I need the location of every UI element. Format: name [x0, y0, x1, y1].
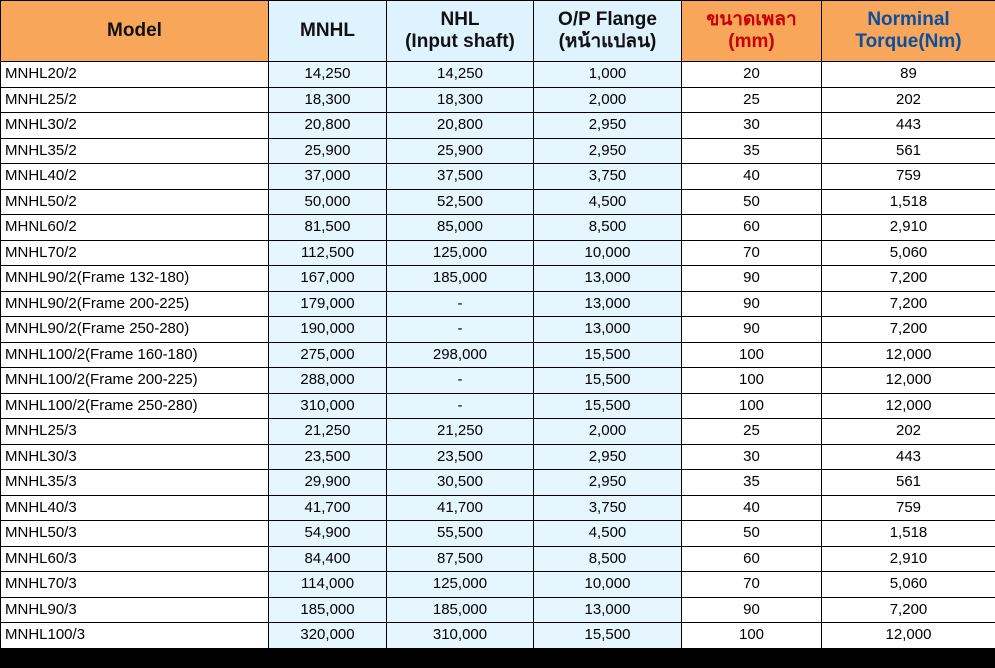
table-row	[1, 87, 995, 113]
table-row	[1, 470, 995, 496]
cell-model: MNHL30/3	[1, 444, 269, 470]
cell-model: MNHL50/2	[1, 189, 269, 215]
cell-mnhl: 288,000	[269, 368, 387, 394]
cell-nhl: 185,000	[387, 266, 534, 292]
table-row	[1, 113, 995, 139]
cell-flange: 13,000	[534, 597, 682, 623]
cell-flange: 1,000	[534, 62, 682, 88]
cell-nhl: 125,000	[387, 240, 534, 266]
cell-shaft-size: 100	[682, 623, 822, 649]
cell-model: MNHL40/3	[1, 495, 269, 521]
cell-mnhl: 112,500	[269, 240, 387, 266]
cell-model: MNHL25/2	[1, 87, 269, 113]
cell-flange: 2,950	[534, 444, 682, 470]
cell-mnhl: 275,000	[269, 342, 387, 368]
cell-torque: 12,000	[822, 393, 995, 419]
cell-mnhl: 25,900	[269, 138, 387, 164]
header-mnhl-label: MNHL	[300, 20, 355, 41]
cell-mnhl: 21,250	[269, 419, 387, 445]
cell-shaft-size: 90	[682, 266, 822, 292]
table-row	[1, 623, 995, 649]
cell-model: MNHL100/2(Frame 250-280)	[1, 393, 269, 419]
cell-nhl: 55,500	[387, 521, 534, 547]
cell-nhl: 25,900	[387, 138, 534, 164]
cell-torque: 561	[822, 138, 995, 164]
cell-model: MNHL90/2(Frame 250-280)	[1, 317, 269, 343]
cell-nhl: 37,500	[387, 164, 534, 190]
cell-mnhl: 167,000	[269, 266, 387, 292]
table-row	[1, 138, 995, 164]
table-row	[1, 317, 995, 343]
cell-nhl: -	[387, 368, 534, 394]
table-row	[1, 495, 995, 521]
cell-shaft-size: 100	[682, 342, 822, 368]
cell-nhl: 20,800	[387, 113, 534, 139]
cell-flange: 15,500	[534, 393, 682, 419]
cell-torque: 759	[822, 495, 995, 521]
table-row	[1, 419, 995, 445]
cell-shaft-size: 50	[682, 521, 822, 547]
cell-mnhl: 50,000	[269, 189, 387, 215]
cell-nhl: 85,000	[387, 215, 534, 241]
header-nhl-line1: NHL	[440, 9, 480, 30]
cell-mnhl: 81,500	[269, 215, 387, 241]
cell-torque: 202	[822, 87, 995, 113]
cell-nhl: 185,000	[387, 597, 534, 623]
cell-torque: 561	[822, 470, 995, 496]
cell-shaft-size: 20	[682, 62, 822, 88]
cell-shaft-size: 40	[682, 164, 822, 190]
table-row	[1, 189, 995, 215]
table-row	[1, 393, 995, 419]
cell-mnhl: 29,900	[269, 470, 387, 496]
cell-torque: 12,000	[822, 623, 995, 649]
header-nhl	[387, 1, 534, 62]
cell-shaft-size: 60	[682, 546, 822, 572]
table-body	[1, 62, 995, 649]
header-flange	[534, 1, 682, 62]
cell-nhl: -	[387, 393, 534, 419]
cell-shaft-size: 30	[682, 113, 822, 139]
cell-nhl: 18,300	[387, 87, 534, 113]
cell-flange: 3,750	[534, 164, 682, 190]
cell-shaft-size: 100	[682, 368, 822, 394]
cell-flange: 10,000	[534, 240, 682, 266]
table-row	[1, 164, 995, 190]
cell-model: MNHL20/2	[1, 62, 269, 88]
cell-mnhl: 84,400	[269, 546, 387, 572]
cell-nhl: 30,500	[387, 470, 534, 496]
cell-shaft-size: 35	[682, 138, 822, 164]
cell-flange: 2,000	[534, 419, 682, 445]
table-row	[1, 572, 995, 598]
cell-model: MNHL100/3	[1, 623, 269, 649]
cell-torque: 202	[822, 419, 995, 445]
cell-mnhl: 320,000	[269, 623, 387, 649]
header-row	[1, 1, 995, 62]
cell-model: MNHL70/2	[1, 240, 269, 266]
table-row	[1, 62, 995, 88]
cell-torque: 759	[822, 164, 995, 190]
cell-mnhl: 54,900	[269, 521, 387, 547]
cell-model: MHNL60/2	[1, 215, 269, 241]
header-flange-line1: O/P Flange	[558, 9, 657, 30]
header-shaft-line2: (mm)	[728, 31, 775, 52]
cell-torque: 7,200	[822, 266, 995, 292]
cell-model: MNHL25/3	[1, 419, 269, 445]
header-torque	[822, 1, 995, 62]
cell-flange: 15,500	[534, 623, 682, 649]
cell-shaft-size: 70	[682, 572, 822, 598]
cell-mnhl: 37,000	[269, 164, 387, 190]
table-row	[1, 444, 995, 470]
header-torque-line2: Torque(Nm)	[855, 31, 962, 52]
cell-torque: 443	[822, 444, 995, 470]
cell-torque: 7,200	[822, 317, 995, 343]
cell-torque: 1,518	[822, 189, 995, 215]
cell-shaft-size: 25	[682, 419, 822, 445]
cell-torque: 89	[822, 62, 995, 88]
cell-flange: 2,950	[534, 113, 682, 139]
cell-shaft-size: 70	[682, 240, 822, 266]
cell-torque: 1,518	[822, 521, 995, 547]
cell-nhl: 87,500	[387, 546, 534, 572]
cell-model: MNHL35/3	[1, 470, 269, 496]
cell-mnhl: 310,000	[269, 393, 387, 419]
cell-nhl: 298,000	[387, 342, 534, 368]
table-row	[1, 266, 995, 292]
cell-torque: 2,910	[822, 546, 995, 572]
cell-model: MNHL100/2(Frame 200-225)	[1, 368, 269, 394]
cell-shaft-size: 90	[682, 291, 822, 317]
cell-torque: 5,060	[822, 240, 995, 266]
cell-nhl: 14,250	[387, 62, 534, 88]
cell-torque: 12,000	[822, 342, 995, 368]
header-model	[1, 1, 269, 62]
cell-nhl: 125,000	[387, 572, 534, 598]
cell-mnhl: 14,250	[269, 62, 387, 88]
cell-model: MNHL90/2(Frame 200-225)	[1, 291, 269, 317]
table-row	[1, 291, 995, 317]
cell-mnhl: 23,500	[269, 444, 387, 470]
cell-shaft-size: 60	[682, 215, 822, 241]
cell-torque: 12,000	[822, 368, 995, 394]
cell-flange: 10,000	[534, 572, 682, 598]
cell-flange: 2,950	[534, 138, 682, 164]
header-shaft-line1: ขนาดเพลา	[706, 9, 797, 30]
cell-shaft-size: 50	[682, 189, 822, 215]
cell-model: MNHL30/2	[1, 113, 269, 139]
cell-model: MNHL90/2(Frame 132-180)	[1, 266, 269, 292]
cell-nhl: -	[387, 317, 534, 343]
cell-shaft-size: 90	[682, 597, 822, 623]
cell-model: MNHL35/2	[1, 138, 269, 164]
cell-nhl: 41,700	[387, 495, 534, 521]
cell-torque: 2,910	[822, 215, 995, 241]
cell-model: MNHL70/3	[1, 572, 269, 598]
header-mnhl	[269, 1, 387, 62]
table-row	[1, 368, 995, 394]
table-row	[1, 597, 995, 623]
cell-flange: 4,500	[534, 521, 682, 547]
table-row	[1, 521, 995, 547]
cell-flange: 13,000	[534, 266, 682, 292]
header-nhl-line2: (Input shaft)	[405, 31, 515, 52]
cell-model: MNHL90/3	[1, 597, 269, 623]
cell-nhl: 52,500	[387, 189, 534, 215]
cell-mnhl: 18,300	[269, 87, 387, 113]
header-model-label: Model	[107, 20, 162, 41]
cell-torque: 5,060	[822, 572, 995, 598]
header-torque-line1: Norminal	[867, 9, 950, 30]
cell-nhl: 23,500	[387, 444, 534, 470]
table-row	[1, 342, 995, 368]
cell-flange: 2,000	[534, 87, 682, 113]
cell-flange: 13,000	[534, 291, 682, 317]
cell-mnhl: 41,700	[269, 495, 387, 521]
cell-shaft-size: 30	[682, 444, 822, 470]
cell-model: MNHL100/2(Frame 160-180)	[1, 342, 269, 368]
cell-shaft-size: 40	[682, 495, 822, 521]
cell-mnhl: 190,000	[269, 317, 387, 343]
cell-mnhl: 185,000	[269, 597, 387, 623]
cell-flange: 15,500	[534, 368, 682, 394]
cell-flange: 15,500	[534, 342, 682, 368]
table-row	[1, 240, 995, 266]
cell-shaft-size: 25	[682, 87, 822, 113]
cell-flange: 2,950	[534, 470, 682, 496]
cell-nhl: 310,000	[387, 623, 534, 649]
cell-flange: 8,500	[534, 546, 682, 572]
cell-model: MNHL50/3	[1, 521, 269, 547]
cell-flange: 13,000	[534, 317, 682, 343]
cell-shaft-size: 35	[682, 470, 822, 496]
cell-shaft-size: 90	[682, 317, 822, 343]
header-flange-line2: (หน้าแปลน)	[558, 31, 657, 52]
table-row	[1, 215, 995, 241]
cell-mnhl: 114,000	[269, 572, 387, 598]
cell-model: MNHL60/3	[1, 546, 269, 572]
cell-mnhl: 179,000	[269, 291, 387, 317]
cell-flange: 3,750	[534, 495, 682, 521]
header-shaft-size	[682, 1, 822, 62]
cell-flange: 8,500	[534, 215, 682, 241]
cell-flange: 4,500	[534, 189, 682, 215]
cell-torque: 7,200	[822, 597, 995, 623]
cell-shaft-size: 100	[682, 393, 822, 419]
cell-mnhl: 20,800	[269, 113, 387, 139]
cell-torque: 7,200	[822, 291, 995, 317]
table-row	[1, 546, 995, 572]
cell-torque: 443	[822, 113, 995, 139]
cell-model: MNHL40/2	[1, 164, 269, 190]
cell-nhl: 21,250	[387, 419, 534, 445]
cell-nhl: -	[387, 291, 534, 317]
